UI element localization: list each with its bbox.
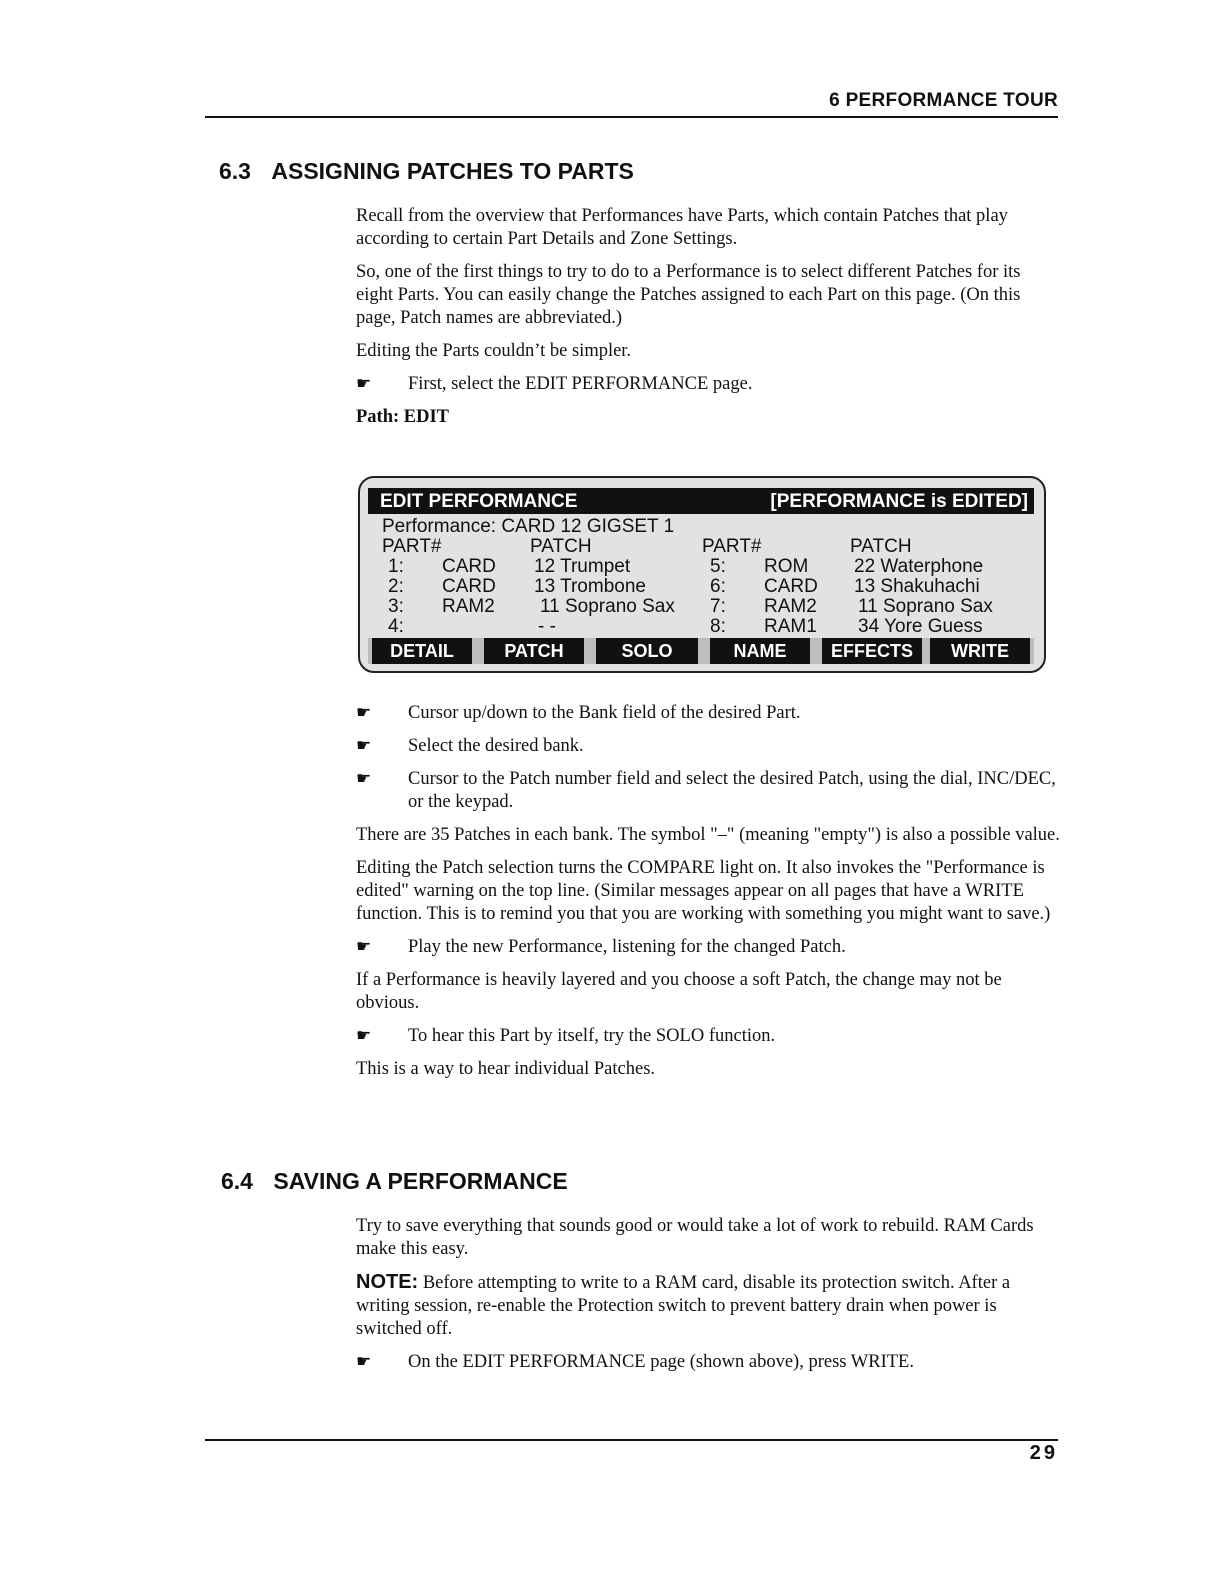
patch-field[interactable]: 12 Trumpet (534, 556, 631, 577)
instruction-step (356, 373, 1061, 396)
instruction-step (356, 768, 1061, 814)
paragraph: Editing the Parts couldn’t be simpler. (356, 341, 632, 361)
instruction-step (356, 936, 1061, 959)
instruction-step (356, 702, 1061, 725)
section-number: 6.4 (221, 1168, 253, 1194)
pointing-hand-icon: ☛ (356, 937, 372, 957)
paragraph: If a Performance is heavily layered and you choose a soft Patch, the change may not be obvious. (356, 970, 1002, 1013)
part-number: 5: (710, 556, 726, 577)
lcd-softkey-bar (368, 638, 1034, 664)
patch-field[interactable]: 13 Shakuhachi (854, 576, 980, 597)
bank-field[interactable]: RAM2 (442, 596, 495, 617)
pointing-hand-icon: ☛ (356, 769, 372, 789)
bank-field[interactable]: CARD (442, 556, 496, 577)
patch-field[interactable]: 11 Soprano Sax (858, 596, 993, 617)
footer-rule (205, 1439, 1058, 1441)
paragraph: There are 35 Patches in each bank. The symbol "–" (meaning "empty") is also a possible value. (356, 825, 1060, 845)
part-number: 6: (710, 576, 726, 597)
patch-field[interactable]: 13 Trombone (534, 576, 646, 597)
part-number: 4: (388, 616, 404, 637)
lcd-part-row[interactable] (360, 556, 1044, 576)
step-text: Cursor up/down to the Bank field of the desired Part. (408, 703, 801, 723)
paragraph: This is a way to hear individual Patches. (356, 1059, 656, 1079)
softkey-write[interactable]: WRITE (930, 638, 1030, 664)
step-text: Play the new Performance, listening for the changed Patch. (408, 937, 846, 957)
lcd-edited-status: [PERFORMANCE is EDITED] (770, 491, 1028, 512)
patch-field[interactable]: 22 Waterphone (854, 556, 984, 577)
part-number: 3: (388, 596, 404, 617)
bank-field[interactable]: CARD (442, 576, 496, 597)
pointing-hand-icon: ☛ (356, 736, 372, 756)
step-text: To hear this Part by itself, try the SOLO function. (408, 1026, 776, 1046)
part-number: 7: (710, 596, 726, 617)
softkey-effects[interactable]: EFFECTS (822, 638, 922, 664)
section-title: ASSIGNING PATCHES TO PARTS (271, 158, 634, 184)
paragraph: Editing the Patch selection turns the COMPARE light on. It also invokes the "Performance is edited" warning on the top line. (Similar messages appear on all pages that have a WRITE function. This is to remind you that you are working with something you might want to save.) (356, 858, 1051, 924)
pointing-hand-icon: ☛ (356, 1026, 372, 1046)
part-number: 2: (388, 576, 404, 597)
softkey-detail[interactable]: DETAIL (372, 638, 472, 664)
instruction-step (356, 735, 1061, 758)
header-part-right: PART# (702, 536, 762, 557)
bank-field[interactable]: ROM (764, 556, 809, 577)
note-text: Before attempting to write to a RAM card, disable its protection switch. After a writing session, re-enable the Protection switch to prevent battery drain when power is switched off. (356, 1273, 1011, 1339)
section-heading-6-4 (221, 1168, 568, 1195)
header-part-left: PART# (382, 536, 442, 557)
step-text: Cursor to the Patch number field and select the desired Patch, using the dial, INC/DEC, or the keypad. (408, 769, 1056, 812)
section-heading-6-3 (219, 158, 634, 185)
lcd-part-row[interactable] (360, 616, 1044, 636)
softkey-patch[interactable]: PATCH (484, 638, 584, 664)
paragraph: Try to save everything that sounds good or would take a lot of work to rebuild. RAM Cards make this easy. (356, 1216, 1034, 1259)
section-title: SAVING A PERFORMANCE (273, 1168, 568, 1194)
instruction-step (356, 1351, 1061, 1374)
lcd-part-row[interactable] (360, 596, 1044, 616)
bank-field[interactable]: RAM2 (764, 596, 817, 617)
softkey-solo[interactable]: SOLO (596, 638, 698, 664)
path-label: Path: EDIT (356, 407, 450, 427)
patch-field[interactable]: 34 Yore Guess (858, 616, 983, 637)
lcd-screen (358, 476, 1046, 673)
paragraph: Recall from the overview that Performances have Parts, which contain Patches that play according to certain Part Details and Zone Settings. (356, 206, 1008, 249)
section-6-3-steps (356, 702, 1061, 1091)
patch-field[interactable]: - - (538, 616, 556, 637)
header-patch-right: PATCH (850, 536, 912, 557)
step-text: Select the desired bank. (408, 736, 584, 756)
section-6-4-body (356, 1215, 1061, 1384)
pointing-hand-icon: ☛ (356, 1352, 372, 1372)
step-text: First, select the EDIT PERFORMANCE page. (408, 374, 753, 394)
part-number: 8: (710, 616, 726, 637)
patch-field[interactable]: 11 Soprano Sax (540, 596, 675, 617)
bank-field[interactable]: CARD (764, 576, 818, 597)
softkey-name[interactable]: NAME (710, 638, 810, 664)
chapter-title: 6 PERFORMANCE TOUR (829, 90, 1058, 111)
note-label: NOTE: (356, 1271, 419, 1293)
part-number: 1: (388, 556, 404, 577)
section-6-3-intro (356, 205, 1061, 439)
lcd-column-headers (360, 536, 1044, 556)
step-text: On the EDIT PERFORMANCE page (shown above), press WRITE. (408, 1352, 914, 1372)
lcd-title-bar (368, 488, 1034, 514)
lcd-page-title: EDIT PERFORMANCE (380, 491, 578, 512)
lcd-part-row[interactable] (360, 576, 1044, 596)
instruction-step (356, 1025, 1061, 1048)
running-header (205, 88, 1058, 118)
bank-field[interactable]: RAM1 (764, 616, 817, 637)
page-number: 29 (1029, 1442, 1058, 1464)
note-paragraph (356, 1271, 1061, 1341)
paragraph: So, one of the first things to try to do to a Performance is to select different Patches for its eight Parts. You can easily change the Patches assigned to each Part on this page. (On this page, Patch names are abbreviated.) (356, 262, 1021, 328)
pointing-hand-icon: ☛ (356, 374, 372, 394)
section-number: 6.3 (219, 158, 251, 184)
header-patch-left: PATCH (530, 536, 592, 557)
lcd-performance-line: Performance: CARD 12 GIGSET 1 (382, 516, 675, 537)
pointing-hand-icon: ☛ (356, 703, 372, 723)
